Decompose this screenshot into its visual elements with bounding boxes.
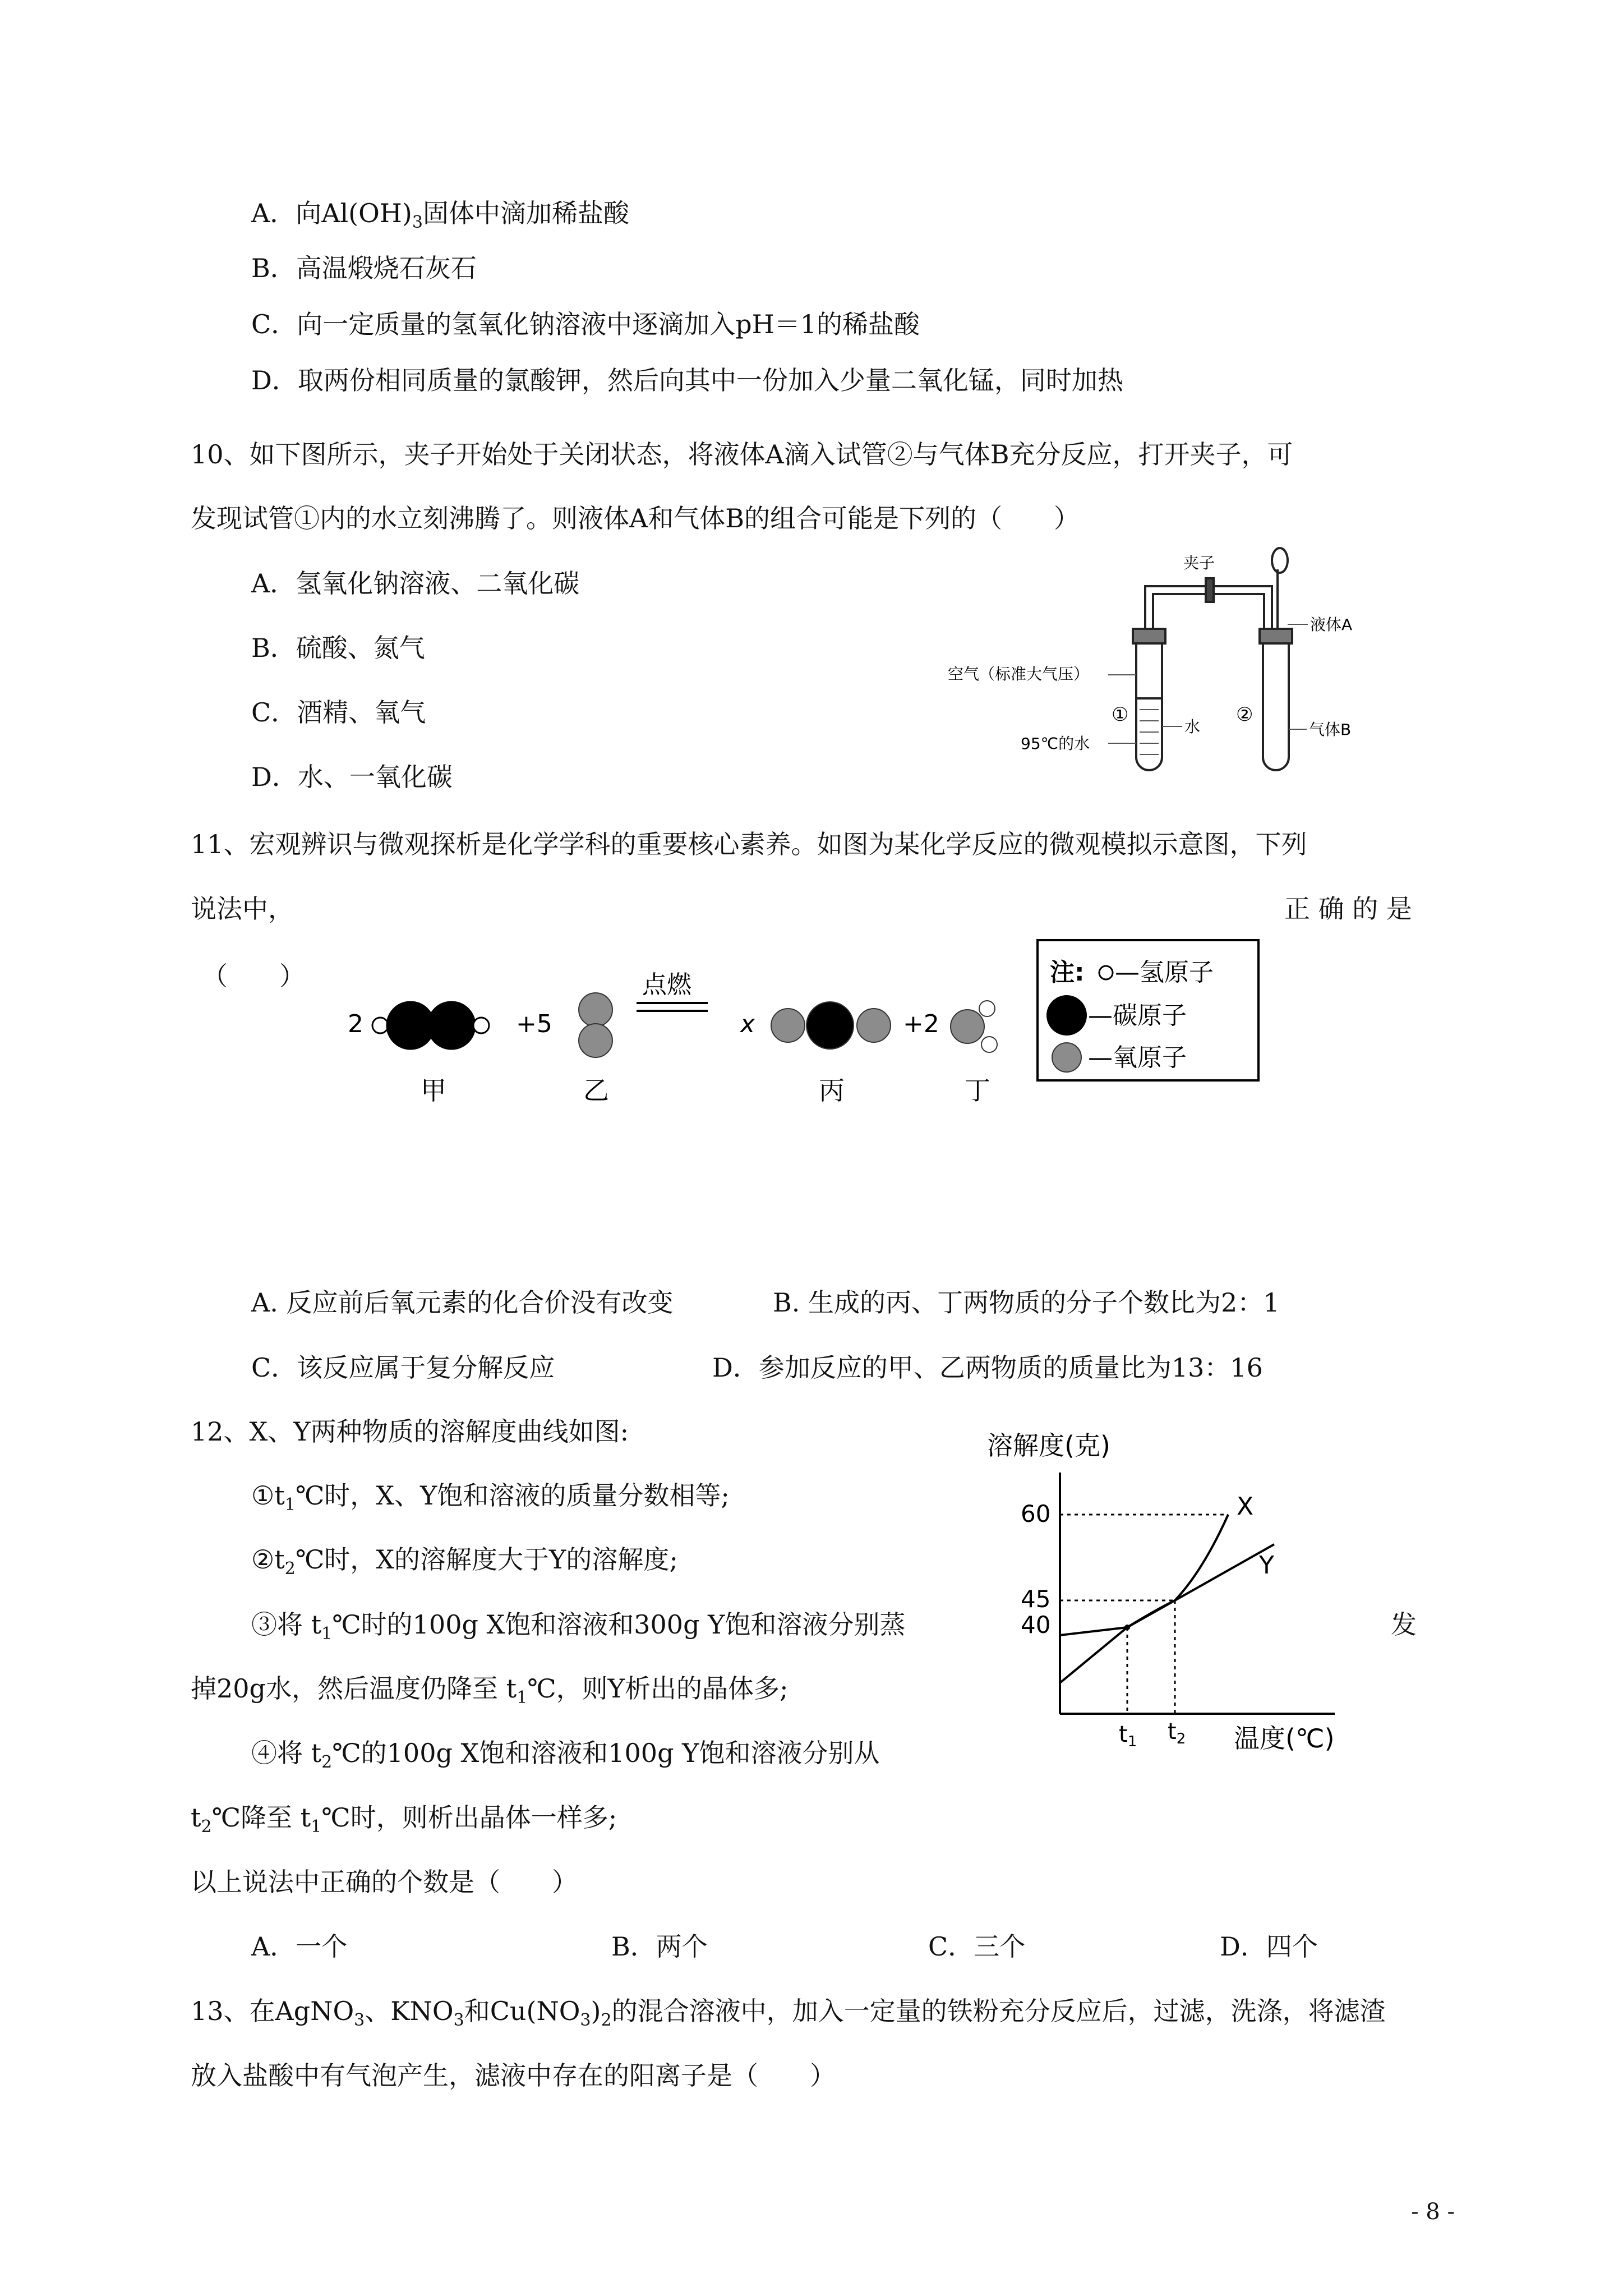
q11-option-d: D．参加反应的甲、乙两物质的质量比为13：16: [712, 1352, 1263, 1383]
q10-liquid-a-label: 液体A: [1310, 615, 1353, 634]
q12-statement-4: ④将 $t_2℃$的100g X饱和溶液和100g Y饱和溶液分别从: [251, 1738, 880, 1772]
q11-legend-o: —氧原子: [1088, 1043, 1187, 1072]
q13-stem-line2: 放入盐酸中有气泡产生，滤液中存在的阳离子是（ ）: [191, 2060, 836, 2091]
q10-stem-line2: 发现试管①内的水立刻沸腾了。则液体A和气体B的组合可能是下列的（ ）: [191, 503, 1080, 533]
q11-molecule-yi: [579, 993, 612, 1057]
q11-reaction-figure: [336, 937, 1267, 1111]
q12-tick-45: 45: [1021, 1585, 1051, 1613]
q9-option-b: B．高温煅烧石灰石: [251, 253, 477, 283]
q11-stem-line3: （ ）: [202, 961, 305, 991]
q11-option-b: B. 生成的丙、丁两物质的分子个数比为2：1: [773, 1287, 1280, 1318]
q11-option-c: C．该反应属于复分解反应: [251, 1352, 555, 1383]
q11-legend-h: —氢原子: [1115, 958, 1214, 987]
q11-label-bing: 丙: [819, 1075, 845, 1106]
q10-gas-b-label: 气体B: [1309, 720, 1352, 739]
q12-statement-1: $①t_1℃$时，X、Y饱和溶液的质量分数相等;: [251, 1480, 730, 1515]
q12-chart-xlabel: 温度(℃): [1234, 1723, 1335, 1754]
q11-coef-yi: +5: [516, 1010, 552, 1038]
q12-chart-ylabel: 溶解度(克): [987, 1430, 1110, 1461]
q12-statement-4-line2: $t_2℃$降至 $t_1℃$时，则析出晶体一样多;: [191, 1802, 617, 1837]
q12-tick-t1: $t_1$: [1119, 1722, 1137, 1750]
q10-apparatus-figure: [948, 547, 1385, 783]
q11-molecule-ding: [951, 1001, 997, 1052]
q11-stem-line2-left: 说法中，: [191, 894, 294, 924]
q9-option-c: C．向一定质量的氢氧化钠溶液中逐滴加入pH＝1的稀盐酸: [251, 309, 920, 339]
q10-clip-label: 夹子: [1183, 554, 1215, 572]
q10-air-label: 空气（标准大气压）: [948, 665, 1090, 683]
q11-stem-line1: 11、宏观辨识与微观探析是化学学科的重要核心素养。如图为某化学反应的微观模拟示意图，下列: [191, 829, 1307, 859]
q10-tube2-label: ②: [1236, 703, 1253, 726]
q10-option-b: B．硫酸、氮气: [251, 633, 425, 663]
q10-stem-line1: 10、如下图所示，夹子开始处于关闭状态，将液体A滴入试管②与气体B充分反应，打开夹子，可: [191, 439, 1293, 470]
q11-condition: 点燃: [642, 970, 691, 999]
q11-legend-c: —碳原子: [1088, 1001, 1187, 1030]
q12-statement-2: $②t_2℃$时，X的溶解度大于Y的溶解度;: [251, 1544, 678, 1579]
q12-tick-60: 60: [1021, 1500, 1051, 1527]
page-number: - 8 -: [1411, 2199, 1455, 2225]
q11-coef-ding: +2: [903, 1010, 939, 1038]
q12-option-d: D．四个: [1220, 1931, 1318, 1962]
q12-tick-40: 40: [1021, 1611, 1051, 1639]
q12-intro: 12、X、Y两种物质的溶解度曲线如图:: [191, 1416, 629, 1447]
q11-stem-line2-right: 正 确 的 是: [1284, 894, 1412, 924]
q12-statement-3-right: 发: [1391, 1609, 1417, 1640]
q12-option-c: C．三个: [928, 1931, 1026, 1962]
q10-option-a: A．氢氧化钠溶液、二氧化碳: [251, 568, 580, 599]
q10-hot-water-label: 95℃的水: [1021, 734, 1090, 753]
q12-tick-t2: $t_2$: [1168, 1719, 1186, 1747]
q10-tube1-label: ①: [1112, 703, 1129, 726]
q12-curve-y: [1060, 1544, 1274, 1635]
q11-option-a: A. 反应前后氧元素的化合价没有改变: [251, 1287, 674, 1318]
q11-legend: [1038, 940, 1258, 1080]
q10-water-label: 水: [1184, 717, 1201, 736]
q13-stem-line1: 13、在AgNO$_3$、$KNO_3$和$Cu(NO_3)_2$的混合溶液中，加入一定量的铁粉充分反应后，过滤，洗涤，将滤渣: [191, 1996, 1386, 2030]
q12-statement-3-line2: 掉20g水，然后温度仍降至 $t_1℃$，则Y析出的晶体多;: [191, 1673, 789, 1708]
q9-option-a: A．向$Al(OH)_3$固体中滴加稀盐酸: [251, 198, 629, 232]
q12-solubility-chart: [987, 1422, 1380, 1770]
q10-option-c: C．酒精、氧气: [251, 697, 426, 728]
q11-coef-jia: 2: [348, 1010, 363, 1038]
q10-option-d: D．水、一氧化碳: [251, 762, 453, 792]
q12-statement-3: ③将 $t_1℃$时的100g X饱和溶液和300g Y饱和溶液分别蒸: [251, 1609, 906, 1644]
q12-option-a: A．一个: [251, 1931, 348, 1962]
q11-label-ding: 丁: [965, 1075, 990, 1106]
q11-label-yi: 乙: [583, 1075, 609, 1106]
q12-question: 以上说法中正确的个数是（ ）: [191, 1867, 578, 1897]
q12-option-b: B．两个: [611, 1931, 708, 1962]
q11-legend-title: 注:: [1050, 958, 1085, 987]
q12-curve-x: [1060, 1515, 1228, 1683]
q12-curve-y-label: Y: [1259, 1551, 1274, 1580]
q11-coef-bing: x: [740, 1010, 755, 1038]
q9-option-d: D．取两份相同质量的氯酸钾，然后向其中一份加入少量二氧化锰，同时加热: [251, 365, 1123, 395]
q12-curve-x-label: X: [1237, 1492, 1254, 1521]
q11-molecule-jia: [372, 1002, 489, 1049]
q11-molecule-bing: [771, 1002, 891, 1049]
q11-label-jia: 甲: [421, 1075, 446, 1106]
